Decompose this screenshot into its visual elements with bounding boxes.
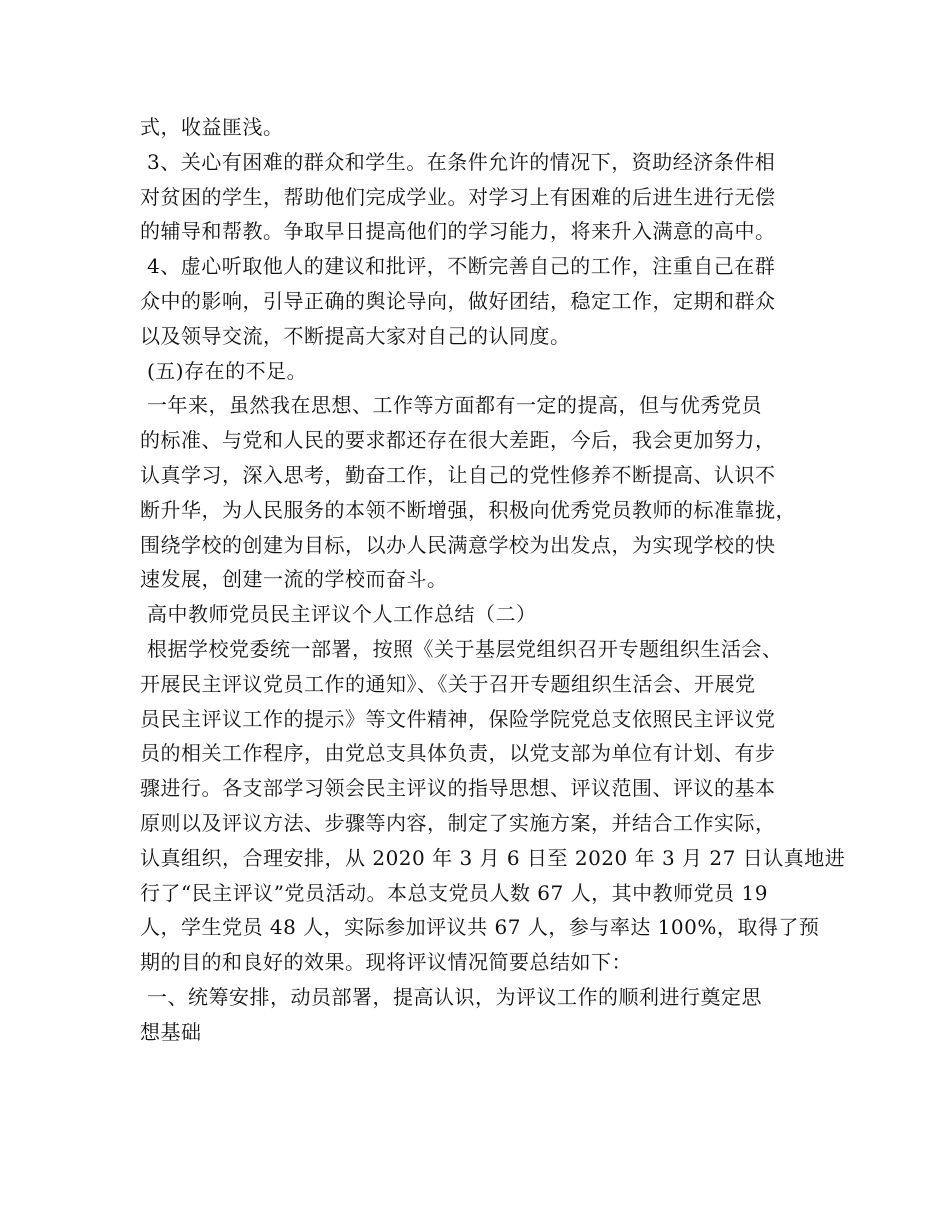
text-line: 围绕学校的创建为目标，以办人民满意学校为出发点，为实现学校的快 [140,532,776,557]
text-line: 对贫困的学生，帮助他们完成学业。对学习上有困难的后进生进行无偿 [140,184,776,209]
text-line: 想基础 [140,1019,202,1044]
article-title: 高中教师党员民主评议个人工作总结（二） [147,602,537,627]
text-line: 开展民主评议党员工作的通知》、《关于召开专题组织生活会、开展党 [140,671,756,696]
text-line: 速发展，创建一流的学校而奋斗。 [140,567,448,592]
text-line: 员民主评议工作的提示》等文件精神，保险学院党总支依照民主评议党 [140,706,776,731]
text-line: 原则以及评议方法、步骤等内容，制定了实施方案，并结合工作实际， [140,810,776,835]
text-line: 3、关心有困难的群众和学生。在条件允许的情况下，资助经济条件相 [147,149,776,174]
text-line: 的标准、与党和人民的要求都还存在很大差距，今后，我会更加努力， [140,428,776,453]
text-line: 员的相关工作程序，由党总支具体负责，以党支部为单位有计划、有步 [140,741,776,766]
text-line: 断升华，为人民服务的本领不断增强，积极向优秀党员教师的标准靠拢， [140,497,796,522]
section-heading: (五)存在的不足。 [147,358,308,383]
text-line: 根据学校党委统一部署，按照《关于基层党组织召开专题组织生活会、 [147,636,783,661]
text-line: 人，学生党员 48 人，实际参加评议共 67 人，参与率达 100%，取得了预 [140,915,820,940]
text-line: 式，收益匪浅。 [140,115,284,139]
text-line: 认真组织，合理安排，从 2020 年 3 月 6 日至 2020 年 3 月 27 日认真地进 [140,845,846,870]
text-line: 的辅导和帮教。争取早日提高他们的学习能力，将来升入满意的高中。 [140,219,776,244]
document-body [140,110,846,1050]
text-line: 骤进行。各支部学习领会民主评议的指导思想、评议范围、评议的基本 [140,776,776,801]
text-line: 众中的影响，引导正确的舆论导向，做好团结，稳定工作，定期和群众 [140,288,776,313]
text-line: 以及领导交流，不断提高大家对自己的认同度。 [140,323,571,348]
text-line: 一年来，虽然我在思想、工作等方面都有一定的提高，但与优秀党员 [147,393,762,418]
text-line: 认真学习，深入思考，勤奋工作，让自己的党性修养不断提高、认识不 [140,462,776,487]
text-line: 4、虚心听取他人的建议和批评，不断完善自己的工作，注重自己在群 [147,254,776,279]
text-line: 行了“民主评议”党员活动。本总支党员人数 67 人，其中教师党员 19 [140,880,768,905]
section-heading: 一、统筹安排，动员部署，提高认识，为评议工作的顺利进行奠定思 [147,984,762,1009]
text-line: 期的目的和良好的效果。现将评议情况简要总结如下： [140,950,632,975]
